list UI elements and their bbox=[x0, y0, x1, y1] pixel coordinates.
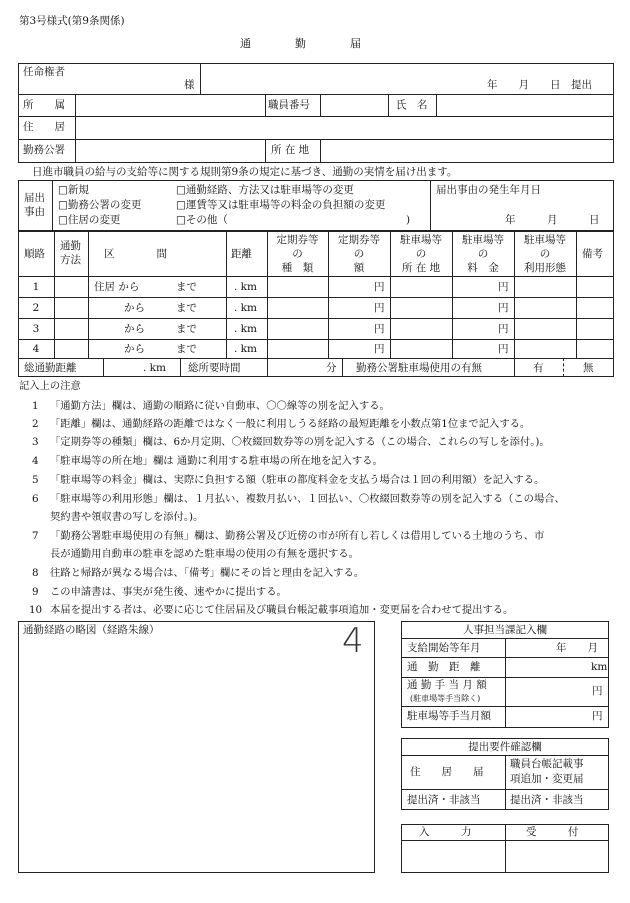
confirm-col1-label: 住 居 届 bbox=[410, 766, 484, 778]
reason-label-2: 事由 bbox=[24, 206, 45, 218]
row1-to: まで bbox=[176, 281, 197, 293]
route-map-label: 通勤経路の略図（経路朱線） bbox=[23, 624, 160, 636]
note-1-num: 1 bbox=[32, 400, 39, 412]
hr-row1-value: 年 月 bbox=[556, 642, 598, 654]
hdr-parking-form-3: 利用形態 bbox=[524, 262, 566, 274]
note-6-text: 「駐車場等の利用形態」欄は、１月払い、複数月払い、１回払い、〇枚綴回数券等の別を記入する（この場合、 bbox=[50, 493, 565, 505]
reason-option-other[interactable]: □その他（ bbox=[176, 214, 228, 226]
row3-from: から bbox=[124, 323, 145, 335]
row1-yen2: 円 bbox=[498, 281, 509, 293]
parking-use-label: 勤務公署駐車場使用の有無 bbox=[356, 362, 482, 374]
row1-from: 住居 から bbox=[94, 281, 140, 293]
row2-from: から bbox=[124, 302, 145, 314]
note-10-text: 本届を提出する者は、必要に応じて住居届及び職員台帳記載事項追加・変更届を合わせて提出する。 bbox=[50, 604, 514, 616]
hr-row3-label: 通 勤 手 当 月 額 bbox=[407, 679, 487, 691]
staff-no-label: 職員番号 bbox=[268, 99, 310, 111]
reason-other-close: ) bbox=[406, 214, 411, 226]
hdr-parking-loc-3: 所 在 地 bbox=[401, 262, 441, 274]
confirm-col1-value[interactable]: 提出済・非該当 bbox=[407, 794, 481, 806]
row1-yen1: 円 bbox=[374, 281, 385, 293]
hdr-method-1: 通勤 bbox=[60, 240, 81, 252]
confirm-col2-label-1: 職員台帳記載事 bbox=[510, 758, 584, 770]
row4-yen1: 円 bbox=[374, 343, 385, 355]
reason-date-value: 年 月 日 bbox=[505, 214, 600, 226]
submit-date-label: 年 月 日 提出 bbox=[487, 79, 592, 91]
note-10-num: 10 bbox=[29, 604, 43, 616]
hdr-distance: 距離 bbox=[231, 248, 252, 260]
row1-dist: . km bbox=[234, 281, 257, 293]
reason-date-label: 届出事由の発生年月日 bbox=[436, 184, 541, 196]
intro-text: 日進市職員の給与の支給等に関する規則第9条の規定に基づき、通勤の実情を届け出ます。 bbox=[32, 166, 458, 178]
reason-option-address-change[interactable]: □住居の変更 bbox=[58, 214, 121, 226]
row4-from: から bbox=[124, 343, 145, 355]
hdr-section: 区 間 bbox=[104, 248, 167, 260]
hdr-pass-type-1: 定期券等 bbox=[276, 234, 319, 246]
note-4-text: 「駐車場等の所在地」欄は 通勤に利用する駐車場の所在地を記入する。 bbox=[50, 455, 383, 467]
note-3-num: 3 bbox=[32, 436, 39, 448]
note-3-text: 「定期券等の種類」欄は、6か月定期、〇枚綴回数券等の別を記入する（この場合、これらの写しを添付。)。 bbox=[50, 436, 550, 448]
note-7-num: 7 bbox=[32, 530, 39, 542]
reason-option-route-change[interactable]: □通勤経路、方法又は駐車場等の変更 bbox=[176, 184, 354, 196]
row4-to: まで bbox=[176, 343, 197, 355]
hr-row1-label: 支給開始等年月 bbox=[407, 642, 481, 654]
hr-row4-label: 駐車場等手当月額 bbox=[407, 710, 491, 722]
row3-yen1: 円 bbox=[374, 323, 385, 335]
hr-row2-label: 通 勤 距 離 bbox=[407, 661, 481, 673]
note-9-num: 9 bbox=[32, 586, 39, 598]
hr-row3-sub: (駐車場等手当除く) bbox=[410, 694, 481, 703]
row4-yen2: 円 bbox=[498, 343, 509, 355]
confirm-col2-value[interactable]: 提出済・非該当 bbox=[510, 794, 584, 806]
note-8-text: 往路と帰路が異なる場合は、「備考」欄にその旨と理由を記入する。 bbox=[50, 567, 365, 579]
hdr-pass-type-2: の bbox=[292, 248, 303, 260]
row1-no: 1 bbox=[32, 281, 40, 293]
hdr-parking-form-2: の bbox=[539, 248, 551, 260]
confirm-col2-label-2: 項追加・変更届 bbox=[510, 773, 584, 785]
hdr-pass-amount-1: 定期券等 bbox=[338, 234, 380, 246]
total-dist-unit: . km bbox=[143, 362, 166, 374]
hdr-parking-fee-3: 料 金 bbox=[467, 262, 499, 274]
hdr-method-2: 方法 bbox=[60, 254, 81, 266]
total-time-label: 総所要時間 bbox=[188, 362, 241, 374]
parking-use-yes[interactable]: 有 bbox=[533, 362, 544, 374]
note-7-cont: 長が通勤用自動車の駐車を認めた駐車場の使用の有無を選択する。 bbox=[50, 548, 359, 560]
receipt-accept-label: 受 付 bbox=[526, 826, 579, 838]
form-number: 第3号様式(第9条関係) bbox=[19, 15, 125, 27]
hdr-parking-fee-2: の bbox=[477, 248, 489, 260]
hdr-parking-loc-2: の bbox=[415, 248, 427, 260]
appointer-label: 任命権者 bbox=[23, 66, 65, 78]
dept-label: 所 属 bbox=[23, 99, 65, 111]
total-time-unit: 分 bbox=[326, 362, 337, 374]
hr-row2-value: km bbox=[591, 661, 608, 673]
row4-no: 4 bbox=[32, 343, 40, 355]
reason-label-1: 届出 bbox=[24, 192, 45, 204]
note-9-text: この申請書は、事実が発生後、速やかに提出する。 bbox=[50, 586, 287, 598]
receipt-input-label: 入 力 bbox=[419, 826, 472, 838]
name-label: 氏 名 bbox=[396, 99, 428, 111]
reason-option-workplace-change[interactable]: □勤務公署の変更 bbox=[58, 199, 142, 211]
sama-label: 様 bbox=[184, 79, 195, 91]
note-7-text: 「勤務公署駐車場使用の有無」欄は、勤務公署及び近傍の市が所有し若しくは借用している土地のうち、市 bbox=[50, 530, 545, 542]
note-8-num: 8 bbox=[32, 567, 39, 579]
location-label: 所 在 地 bbox=[271, 144, 310, 156]
note-2-text: 「距離」欄は、通勤経路の距離ではなく一般に利用しうる経路の最短距離を小数点第1位まで記入する。 bbox=[50, 418, 531, 430]
row2-yen2: 円 bbox=[498, 302, 509, 314]
hdr-parking-fee-1: 駐車場等 bbox=[462, 234, 504, 246]
note-5-num: 5 bbox=[32, 474, 39, 486]
note-5-text: 「駐車場等の料金」欄は、実際に負担する額（駐車の都度料金を支払う場合は１回の利用額）を記入する。 bbox=[50, 474, 545, 486]
form-title: 通 勤 届 bbox=[240, 37, 361, 50]
notes-heading: 記入上の注意 bbox=[19, 380, 81, 392]
workplace-label: 勤務公署 bbox=[23, 144, 65, 156]
row3-to: まで bbox=[176, 323, 197, 335]
row2-dist: . km bbox=[234, 302, 257, 314]
route-map-box[interactable] bbox=[18, 621, 375, 873]
hdr-parking-loc-1: 駐車場等 bbox=[400, 234, 442, 246]
hdr-remarks: 備考 bbox=[582, 248, 603, 260]
reason-option-new[interactable]: □新規 bbox=[58, 184, 89, 196]
hr-row4-value: 円 bbox=[592, 710, 603, 722]
row3-yen2: 円 bbox=[498, 323, 509, 335]
row3-dist: . km bbox=[234, 323, 257, 335]
hdr-pass-amount-3: 額 bbox=[353, 262, 365, 274]
hdr-pass-amount-2: の bbox=[353, 248, 365, 260]
address-label: 住 居 bbox=[23, 121, 65, 133]
note-2-num: 2 bbox=[32, 418, 39, 430]
row2-yen1: 円 bbox=[374, 302, 385, 314]
parking-use-no[interactable]: 無 bbox=[583, 362, 594, 374]
handwritten-mark: 4 bbox=[342, 621, 364, 661]
row4-dist: . km bbox=[234, 343, 257, 355]
row3-no: 3 bbox=[32, 323, 40, 335]
hr-row3-value: 円 bbox=[592, 685, 603, 697]
row2-to: まで bbox=[176, 302, 197, 314]
hdr-pass-type-3: 種 類 bbox=[281, 262, 314, 274]
reason-option-fare-change[interactable]: □運賃等又は駐車場等の料金の負担額の変更 bbox=[176, 199, 386, 211]
note-1-text: 「通勤方法」欄は、通勤の順路に従い自動車、〇〇線等の別を記入する。 bbox=[50, 400, 390, 412]
hdr-parking-form-1: 駐車場等 bbox=[524, 234, 566, 246]
total-dist-label: 総通勤距離 bbox=[24, 362, 77, 374]
confirm-box-title: 提出要件確認欄 bbox=[468, 741, 542, 753]
note-6-cont: 契約書や領収書の写しを添付。)。 bbox=[50, 511, 204, 523]
row2-no: 2 bbox=[32, 302, 40, 314]
hdr-order: 順路 bbox=[24, 248, 45, 260]
note-4-num: 4 bbox=[32, 455, 39, 467]
hr-box-title: 人事担当課記入欄 bbox=[463, 624, 547, 636]
note-6-num: 6 bbox=[32, 493, 39, 505]
